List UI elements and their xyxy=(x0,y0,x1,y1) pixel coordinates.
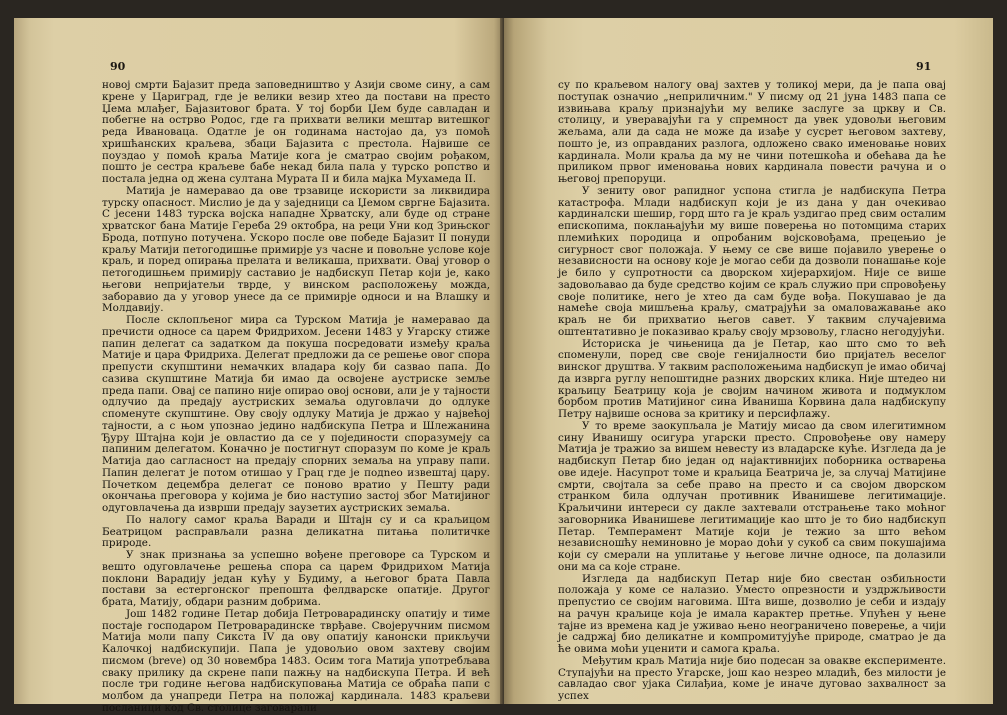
right-page xyxy=(504,18,993,704)
paragraph: У то време заокупљала је Матију мисао да свом илегитимном сину Иванишу осигура угарски престо. Спровођење ову намеру Матија је тражио за вишем невесту из владарске куће. Изгледа да је надбискуп Петар био један од најактивнијих поборника остварења ове идеје. Насупрот томе и краљица Беатрича је, за случај Матијине смрти, својтала за себе право на престо и са својом дворском странком била одлучан противник Иванишеве легитимације. Краљичини интереси су дакле захтевали отстрањење тако моћног заговорника Иванишеве легитимације као што је то био надбискуп Петар. Темперамент Матије који је тежио за што већом независношћу неминовно је морао доћи у сукоб са свим покушајима који су смерали на уплитање у његове личне односе, па долазили они ма са које стране. xyxy=(558,419,946,573)
paragraph: У знак признања за успешно вођене преговоре са Турском и вешто одуговлачење решења спора са царем Фридрихом Матија поклони Варадију један кућу у Будиму, а његовог брата Павла постави за естергонског препошта фелдварске опатије. Другог брата, Матију, обдари разним добрима. xyxy=(102,549,490,608)
page-number: 91 xyxy=(916,60,932,73)
page-text xyxy=(102,80,490,715)
paragraph: После склопљеног мира са Турском Матија је намеравао да пречисти односе са царем Фридрихом. Јесени 1483 у Угарску стиже папин делегат са задатком да покуша посредовати између краља Матије и цара Фридриха. Делегат предложи да се решење овог спора препусти скупштини немачких владара коју би сазвао папа. До сазива скупштине Матија би имао да освојене аустриске земље преда папи. Овај се папино није опирао овој основи, али је у тајности одлучио да предају аустриских земаља одуговлачи до одлуке споменуте скупштине. Ову своју одлуку Матија је држао у највећој тајности, а с њом упознао једино надбискупа Петра и Шлежанина Ђуру Штајна који је овластио да се у појединости споразумеју са папиним делегатом. Коначно је постигнут споразум по коме је краљ Матија дао сагласност на предају спорних земаља на управу папи. Папин делегат је потом отишао у Грац где је подnео извештај цару. Почетком децембра делегат се поново вратио у Пешту ради окончања преговора у којима је био наступио застој због Матијиног одуговлачења да изврши предају заузетих аустриских земаља. xyxy=(102,314,490,514)
paragraph: су по краљевом налогу овај захтев у толикој мери, да је папа овај поступак означио „неприличним." У писму од 21 јуна 1483 папа се извињава краљу признајући му велике заслуге за цркву и Св. столицу, и уверавајући га у спремност да увек удовољи његовим жељама, али да сада не може да изађе у сусрет његовом захтеву, пошто је, из оправданих разлога, одложено свако именовање нових кардинала. Моли краља да му не чини потешкоћа и обећава да ће приликом првог именовања нових кардинала повести рачуна и о његовој препоруци. xyxy=(558,79,946,185)
paragraph: Изгледа да надбискуп Петар није био свестан озбиљности положаја у коме се налазио. Уместо опрезности и уздржљивости препустио се својим наговима. Шта више, дозволио је себи и издају на рачун краљице која је имала карактер претње. Упућен у њене тајне из времена кад је уживао њено неограничено поверење, а чији је садржај био деликатне и компромитујуће природе, сматрао је да ће овима моћи уценити и самога краља. xyxy=(558,572,946,655)
paragraph: новој смрти Бајазит преда заповедништво у Азији своме сину, а сам крене у Цариград, где је велики везир хтео да постави на престо Џема млађег, Бајазитовог брата. У тој борби Џем буде савладан и побегне на острво Родос, где га прихвати велики мештар витешког реда Ивановаца. Одатле је он годинама настојао да, уз помоћ хришћанских краљева, збаци Бајазита с престола. Највише се поуздао у помоћ краља Матије кога је сматрао својим рођаком, пошто је сестра краљеве бабе некад била пала у турско ропство и постала једна од жена султана Мурата II и била мајка Мухамеда II. xyxy=(102,79,490,185)
paragraph: Историска је чињеница да је Петар, као што смо то већ споменули, поред све своје генијалности био пријатељ веселог винског друштва. У таквим расположењима надбискуп је имао обичај да изврга руглу непоштидне разних дворских клика. Није штедео ни краљицу Беатрицу која је својим начином живота и подмуклом борбом против Матијиног сина Иваниша Корвина дала надбискупу Петру највише основа за критику и персифлажу. xyxy=(558,337,947,420)
page-number: 90 xyxy=(110,60,126,73)
page-text xyxy=(558,80,946,703)
left-page xyxy=(14,18,503,714)
paragraph: Матија је намеравао да ове трзавице искористи за ликвидира турску опасност. Мислио је да у заједници са Џемом свргне Бајазита. С јесени 1483 турска војска нападне Хрватску, али буде од стране хрватског бана Матије Гереба 29 октобра, на реци Уни код Зрињског Брода, потпуно потучена. Ускоро после ове победе Бајазит II понуди краљу Матији петогодишње примирје уз часне и повољне услове које краљ, и поред опирања прелата и великаша, прихвати. Овај уговор о петогодишњем примирју саставио је надбискуп Петар који је, како његови непријатељи тврде, у винском расположењу можда, заборавио да у уговор унесе да се примирје односи и на Влашку и Молдавију. xyxy=(102,184,490,315)
paragraph: Међутим краљ Матија није био подесан за овакве експерименте. Ступајући на престо Угарске, још као незрео младић, без милости је савладао свог ујака Силађиа, коме је иначе дуговао захвалност за успех xyxy=(558,654,946,702)
paragraph: Још 1482 године Петар добија Петроварадинску опатију и тиме постаје господаром Петроварадинске тврђаве. Својеручним писмом Матија моли папу Сикста IV да ову опатију канонски прикључи Калочкој надбискупији. Папа је удовољио овом захтеву својим писмом (breve) од 30 новембра 1483. Осим тога Матија употребљава сваку прилику да скрене папи пажњу на надбискупа Петра. И већ после три године његова надбискуповања Матија се обраћа папи с молбом да унапреди Петра на положај кардинала. 1483 краљеви посланици код Св. столице заговарали xyxy=(102,607,490,714)
paragraph: У зениту овог рапидног успона стигла је надбискупа Петра катастрофа. Млади надбискуп који је из дана у дан очекивао кардиналски шешир, горд што га је краљ уздигао пред свим осталим епископима, поклањајући му више поверења но потомцима старих племићких породица и опробаним војсковођама, прецењио је сигурност свог положаја. У њему се све више појавило уверење о независности на основу које је могао себи да дозволи понашање које је било у супротности са дворском хијерархијом. Није се више задовољавао да буде средство којим се краљ служио при спровођењу своје политике, него је хтео да сам буде вођа. Покушавао је да намеће своја мишљења краљу, сматрајући за омаловажавање ако краљ не би прихватио његов савет. У таквим случајевима оштентативно је показивао краљу своју мрзовољу, гласно негодујући. xyxy=(558,184,946,338)
paragraph: По налогу самог краља Варади и Штајн су и са краљицом Беатрицом расправљали разна деликатна питања политичке природе. xyxy=(102,513,490,550)
